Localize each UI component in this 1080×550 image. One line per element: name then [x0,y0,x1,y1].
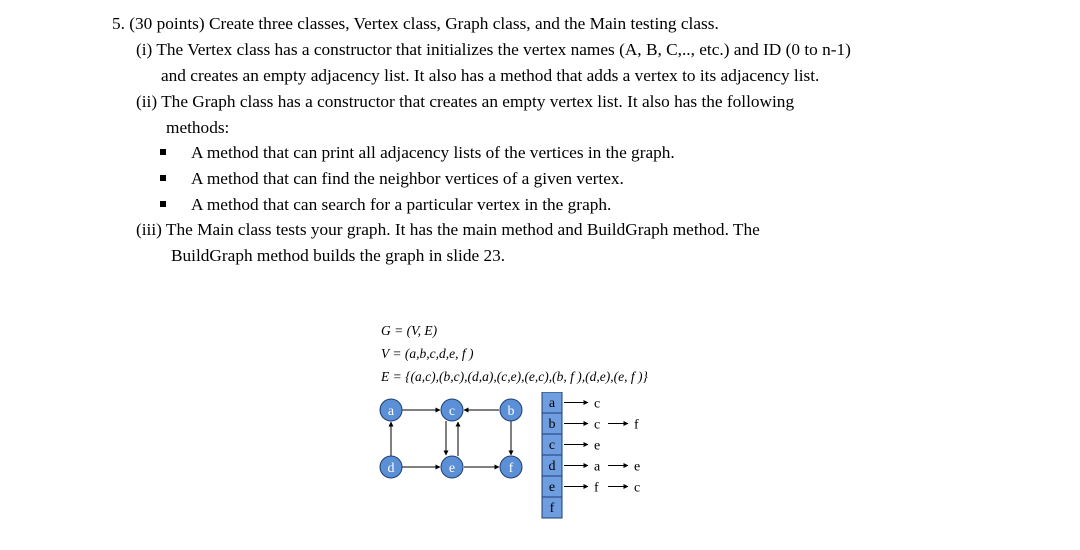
question-title: 5. (30 points) Create three classes, Vertex class, Graph class, and the Main testing class. [112,14,719,33]
adjacency-neighbor: f [634,417,639,433]
adjacency-vertex-label: f [549,501,555,516]
part-i-line-2: and creates an empty adjacency list. It also has a method that adds a vertex to its adjacency list. [161,66,820,85]
adjacency-neighbor: e [634,459,641,475]
adjacency-vertex-label: c [548,438,556,453]
adjacency-neighbor: c [634,480,641,496]
bullet-item-3: A method that can search for a particular vertex in the graph. [191,195,612,214]
graph-figure [370,392,690,527]
part-i-line-1: (i) The Vertex class has a constructor that initializes the vertex names (A, B, C,.., etc.) and ID (0 to n-1) [136,40,851,59]
graph-node-label: d [387,461,395,476]
graph-node-label: e [448,461,456,476]
part-ii-line-1: (ii) The Graph class has a constructor that creates an empty vertex list. It also has the following [136,92,795,111]
part-iii-line-2: BuildGraph method builds the graph in slide 23. [171,246,506,265]
bullet-item-2: A method that can find the neighbor vertices of a given vertex. [191,169,624,188]
bullet-marker [160,149,166,155]
adjacency-vertex-label: a [548,396,556,411]
graph-node-label: b [507,404,515,419]
adjacency-neighbor: c [594,417,601,433]
graph-node-label: c [448,404,456,419]
adjacency-vertex-label: e [548,480,556,495]
adjacency-neighbor: a [594,459,601,475]
adjacency-neighbor: c [594,396,601,412]
vertex-set-definition: V = (a,b,c,d,e, f ) [381,346,474,361]
graph-node-label: a [387,404,395,419]
graph-definition: G = (V, E) [381,323,438,338]
bullet-marker [160,175,166,181]
part-ii-line-2: methods: [166,118,230,137]
graph-node-label: f [508,461,514,476]
edge-set-definition: E = {(a,c),(b,c),(d,a),(c,e),(e,c),(b, f ),(d,e),(e, f )} [381,369,648,384]
bullet-item-1: A method that can print all adjacency lists of the vertices in the graph. [191,143,675,162]
adjacency-neighbor: e [594,438,601,454]
adjacency-vertex-label: d [548,459,556,474]
adjacency-neighbor: f [594,480,599,496]
bullet-marker [160,201,166,207]
adjacency-vertex-label: b [548,417,556,432]
part-iii-line-1: (iii) The Main class tests your graph. It has the main method and BuildGraph method. The [136,220,760,239]
